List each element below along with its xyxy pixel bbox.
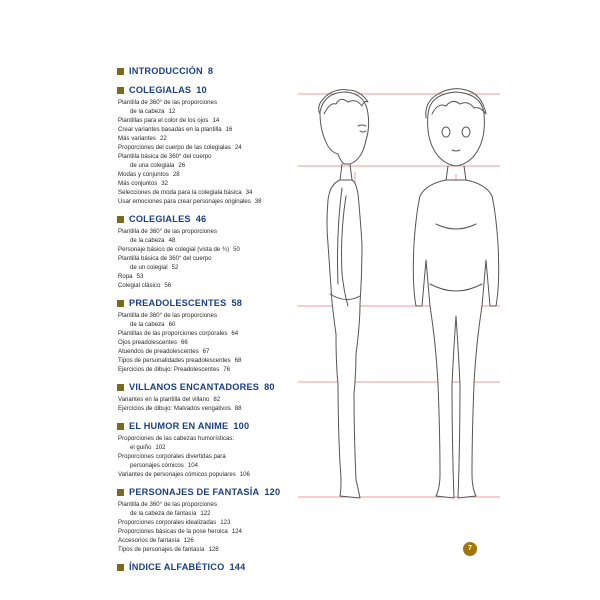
toc-entry[interactable] (118, 545, 302, 554)
toc-entry[interactable] (118, 245, 302, 254)
section-title: PERSONAJES DE FANTASÍA (129, 487, 260, 497)
toc-entry[interactable] (118, 395, 302, 404)
square-bullet-icon (117, 87, 124, 94)
section-page-number: 100 (233, 421, 250, 431)
section-spacer (117, 206, 302, 214)
toc-entry-page-number: 122 (200, 510, 211, 517)
toc-entry[interactable] (118, 311, 302, 329)
toc-entry-text: Plantilla de 360° de las proporciones (118, 312, 217, 319)
toc-entry[interactable] (118, 179, 302, 188)
toc-entry-page-number: 14 (212, 117, 220, 124)
toc-section-heading[interactable] (117, 85, 302, 96)
toc-entry-text: Plantilla de 360° de las proporciones (118, 501, 217, 508)
toc-entry-text: Ojos preadolescentes (118, 339, 177, 346)
toc-entry-continuation-text: de la cabeza (130, 321, 165, 328)
toc-entry-page-number: 32 (161, 180, 169, 187)
toc-entry-text: Proporciones corporales idealizadas (118, 519, 217, 526)
toc-entry[interactable] (118, 98, 302, 116)
toc-entry[interactable] (118, 152, 302, 170)
toc-entry-page-number: 48 (168, 237, 176, 244)
toc-entry-text: Plantillas de las proporciones corporales (118, 330, 228, 337)
toc-entry[interactable] (118, 329, 302, 338)
toc-entry-continuation (118, 161, 302, 170)
toc-entry-continuation (118, 461, 302, 470)
toc-entry-continuation (118, 443, 302, 452)
toc-entry[interactable] (118, 227, 302, 245)
section-page-number: 10 (196, 85, 207, 95)
toc-entry-page-number: 104 (187, 462, 199, 469)
toc-section (117, 66, 302, 85)
section-page-number: 8 (207, 66, 214, 76)
toc-entry-text: Tipos de personalidades preadolescentes (118, 357, 231, 364)
toc-entry-text: Tipos de personajes de fantasía (118, 546, 205, 553)
toc-entry-list (118, 434, 302, 479)
toc-entry-page-number: 60 (168, 321, 176, 328)
toc-entry-text: Plantilla básica de 360° del cuerpo (118, 255, 212, 262)
toc-entry-page-number: 128 (208, 546, 219, 553)
toc-entry[interactable] (118, 272, 302, 281)
section-title: VILLANOS ENCANTADORES (129, 382, 260, 392)
toc-entry-continuation-text: de un colegial (130, 264, 168, 271)
square-bullet-icon (117, 423, 124, 430)
toc-entry-page-number: 22 (159, 135, 167, 142)
toc-section-heading[interactable] (117, 487, 302, 498)
toc-entry-text: Plantilla básica de 360° del cuerpo (118, 153, 212, 160)
section-title: INTRODUCCIÓN (129, 66, 203, 76)
toc-entry-text: Proporciones de las cabezas humorísticas: (118, 435, 235, 442)
section-spacer (117, 290, 302, 298)
toc-entry[interactable] (118, 254, 302, 272)
toc-entry-page-number: 52 (171, 264, 179, 271)
toc-entry[interactable] (118, 143, 302, 152)
side-view-figure (319, 90, 369, 498)
toc-entry-text: Más conjuntos (118, 180, 158, 187)
character-turnaround-illustration (290, 84, 500, 524)
toc-entry-list (118, 500, 302, 554)
toc-entry-text: Variantes de personajes cómicos populares (118, 471, 236, 478)
section-page-number: 144 (229, 562, 246, 572)
toc-section (117, 298, 302, 382)
toc-entry-text: Ropa (118, 273, 133, 280)
toc-entry-page-number: 106 (239, 471, 250, 478)
toc-entry-text: Plantillas para el color de los ojos (118, 117, 209, 124)
toc-entry-page-number: 123 (220, 519, 231, 526)
toc-entry-list (118, 395, 302, 413)
section-title: PREADOLESCENTES (129, 298, 227, 308)
toc-entry-list (118, 98, 302, 206)
toc-entry[interactable] (118, 170, 302, 179)
toc-entry-text: Crear variantes basadas en la plantilla (118, 126, 222, 133)
section-spacer (117, 374, 302, 382)
toc-entry[interactable] (118, 500, 302, 518)
toc-entry[interactable] (118, 116, 302, 125)
toc-entry-continuation (118, 236, 302, 245)
toc-entry[interactable] (118, 188, 302, 197)
toc-entry[interactable] (118, 365, 302, 374)
toc-entry-text: Atuendos de preadolescentes (118, 348, 199, 355)
toc-entry-text: Accesorios de fantasía (118, 537, 180, 544)
toc-entry-text: Más variantes (118, 135, 156, 142)
toc-entry-continuation-text: de la cabeza (130, 237, 165, 244)
square-bullet-icon (117, 300, 124, 307)
toc-entry-continuation (118, 107, 302, 116)
toc-entry-page-number: 12 (168, 108, 176, 115)
toc-entry-page-number: 124 (231, 528, 242, 535)
toc-entry[interactable] (118, 434, 302, 452)
toc-section-heading[interactable] (117, 298, 302, 309)
toc-section (117, 214, 302, 298)
front-view-figure (413, 89, 498, 498)
toc-section (117, 562, 302, 573)
toc-entry[interactable] (118, 536, 302, 545)
square-bullet-icon (117, 68, 124, 75)
toc-entry-text: Plantilla de 360° de las proporciones (118, 228, 217, 235)
toc-entry-page-number: 38 (254, 198, 262, 205)
toc-entry[interactable] (118, 281, 302, 290)
square-bullet-icon (117, 384, 124, 391)
toc-entry[interactable] (118, 338, 302, 347)
toc-entry[interactable] (118, 125, 302, 134)
section-title: EL HUMOR EN ANIME (129, 421, 229, 431)
section-spacer (117, 479, 302, 487)
toc-entry-text: Colegial clásico (118, 282, 161, 289)
toc-entry-text: Plantilla de 360° de las proporciones (118, 99, 217, 106)
section-title: COLEGIALES (129, 214, 191, 224)
toc-entry-continuation-text: personajes cómicos (130, 462, 184, 469)
toc-section-heading[interactable] (117, 382, 302, 393)
toc-entry-text: Proporciones básicas de la pose heroica (118, 528, 228, 535)
toc-section (117, 382, 302, 421)
toc-entry-list (118, 311, 302, 374)
square-bullet-icon (117, 216, 124, 223)
toc-entry[interactable] (118, 197, 302, 206)
toc-entry[interactable] (118, 527, 302, 536)
square-bullet-icon (117, 489, 124, 496)
toc-entry[interactable] (118, 134, 302, 143)
toc-entry-page-number: 68 (234, 357, 242, 364)
toc-entry[interactable] (118, 404, 302, 413)
toc-section-heading[interactable] (117, 562, 302, 573)
square-bullet-icon (117, 564, 124, 571)
toc-entry[interactable] (118, 518, 302, 527)
page-number-badge: 7 (463, 542, 477, 556)
toc-entry-continuation-text: de la cabeza (130, 108, 165, 115)
table-of-contents (117, 66, 302, 573)
toc-entry-page-number: 67 (202, 348, 210, 355)
toc-entry-page-number: 53 (136, 273, 144, 280)
toc-section (117, 421, 302, 487)
toc-section (117, 85, 302, 214)
toc-entry-text: Modas y conjuntos (118, 171, 169, 178)
section-spacer (117, 413, 302, 421)
toc-entry-text: Usar emociones para crear personajes originales (118, 198, 251, 205)
toc-entry[interactable] (118, 356, 302, 365)
section-page-number: 46 (195, 214, 207, 224)
toc-entry-continuation-text: el guiño (130, 444, 152, 451)
toc-entry-page-number: 28 (172, 171, 180, 178)
toc-entry-page-number: 88 (234, 405, 242, 412)
toc-entry[interactable] (118, 452, 302, 470)
toc-entry-continuation-text: de una colegiala (130, 162, 175, 169)
toc-entry-text: Variantes en la plantilla del villano (118, 396, 210, 403)
toc-entry[interactable] (118, 470, 302, 479)
section-title: COLEGIALAS (129, 85, 192, 95)
toc-entry-continuation (118, 263, 302, 272)
toc-entry-continuation-text: de la cabeza de fantasía (130, 510, 197, 517)
toc-entry-page-number: 66 (180, 339, 188, 346)
toc-entry-text: Proporciones del cuerpo de las colegialas (118, 144, 231, 151)
toc-entry-page-number: 24 (234, 144, 242, 151)
toc-entry-page-number: 82 (213, 396, 221, 403)
toc-entry-text: Selecciones de moda para la colegiala básica (118, 189, 242, 196)
section-page-number: 58 (231, 298, 243, 308)
toc-section-heading[interactable] (117, 214, 302, 225)
toc-entry-page-number: 34 (245, 189, 253, 196)
section-spacer (117, 77, 302, 85)
section-page-number: 120 (264, 487, 281, 497)
toc-entry-continuation (118, 509, 302, 518)
section-title: ÍNDICE ALFABÉTICO (129, 562, 225, 572)
toc-entry-continuation (118, 320, 302, 329)
toc-entry-page-number: 102 (155, 444, 166, 451)
toc-entry-page-number: 64 (231, 330, 239, 337)
toc-entry-page-number: 126 (183, 537, 194, 544)
toc-section-heading[interactable] (117, 66, 302, 77)
section-page-number: 80 (264, 382, 275, 392)
toc-section-heading[interactable] (117, 421, 302, 432)
toc-entry-page-number: 26 (178, 162, 186, 169)
section-spacer (117, 554, 302, 562)
toc-entry-text: Ejercicios de dibujo: Malvados vengativos (118, 405, 231, 412)
toc-entry-page-number: 16 (225, 126, 233, 133)
toc-entry-page-number: 56 (164, 282, 172, 289)
toc-entry[interactable] (118, 347, 302, 356)
toc-entry-page-number: 50 (233, 246, 240, 253)
toc-entry-text: Personaje básico de colegial (vista de ¾) (118, 246, 230, 253)
toc-entry-text: Proporciones corporales divertidas para (118, 453, 226, 460)
toc-entry-list (118, 227, 302, 290)
toc-entry-text: Ejercicios de dibujo: Preadolescentes (118, 366, 220, 373)
toc-entry-page-number: 76 (223, 366, 231, 373)
toc-section (117, 487, 302, 562)
